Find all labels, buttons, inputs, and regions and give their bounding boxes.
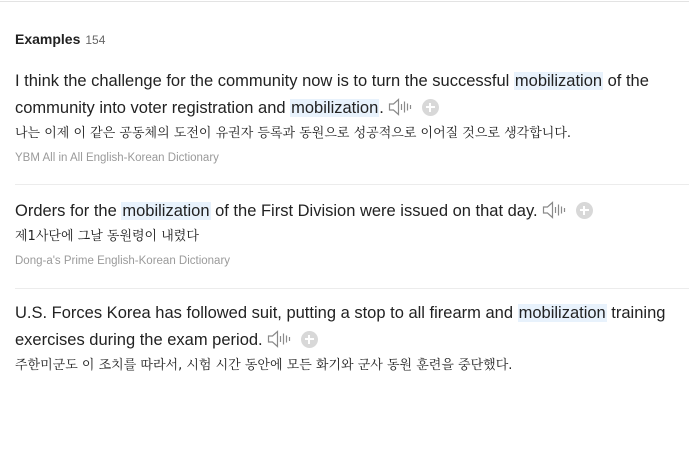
example-item	[15, 300, 689, 376]
example-actions	[542, 201, 593, 219]
examples-title: Examples	[15, 31, 81, 47]
examples-header	[15, 31, 105, 49]
top-divider	[0, 1, 689, 2]
highlighted-term: mobilization	[514, 72, 603, 90]
example-korean: 주한미군도 이 조치를 따라서, 시험 시간 동안에 모든 화기와 군사 동원 훈련을 중단했다.	[15, 358, 513, 373]
example-text: .	[379, 99, 384, 117]
example-divider	[15, 288, 689, 289]
example-text: of the First Division were issued on that day.	[210, 202, 538, 220]
example-source[interactable]: Dong-a's Prime English-Korean Dictionary	[15, 255, 231, 267]
example-source[interactable]: YBM All in All English-Korean Dictionary	[15, 152, 219, 164]
add-icon[interactable]	[576, 202, 593, 219]
example-actions	[267, 330, 318, 348]
highlighted-term: mobilization	[291, 99, 379, 117]
speaker-icon[interactable]	[388, 98, 414, 116]
example-korean: 제1사단에 그날 동원령이 내렸다	[15, 229, 199, 244]
example-text: of the community into voter registration and	[15, 72, 649, 117]
add-icon[interactable]	[422, 99, 439, 116]
example-item	[15, 68, 689, 166]
example-text: training exercises during the exam period.	[15, 304, 666, 349]
example-divider	[15, 184, 689, 185]
example-text: Orders for the	[15, 202, 122, 220]
speaker-icon[interactable]	[542, 201, 568, 219]
example-english	[15, 198, 689, 225]
example-text: I think the challenge for the community now is to turn the successful	[15, 72, 514, 90]
example-text: U.S. Forces Korea has followed suit, putting a stop to all firearm and	[15, 304, 518, 322]
highlighted-term: mobilization	[122, 202, 210, 220]
example-english	[15, 300, 689, 354]
example-item	[15, 198, 689, 269]
speaker-icon[interactable]	[267, 330, 293, 348]
example-korean: 나는 이제 이 같은 공동체의 도전이 유권자 등록과 동원으로 성공적으로 이어질 것으로 생각합니다.	[15, 126, 572, 141]
examples-count: 154	[85, 33, 106, 47]
example-actions	[388, 98, 439, 116]
example-english	[15, 68, 689, 122]
add-icon[interactable]	[301, 331, 318, 348]
highlighted-term: mobilization	[518, 304, 606, 322]
